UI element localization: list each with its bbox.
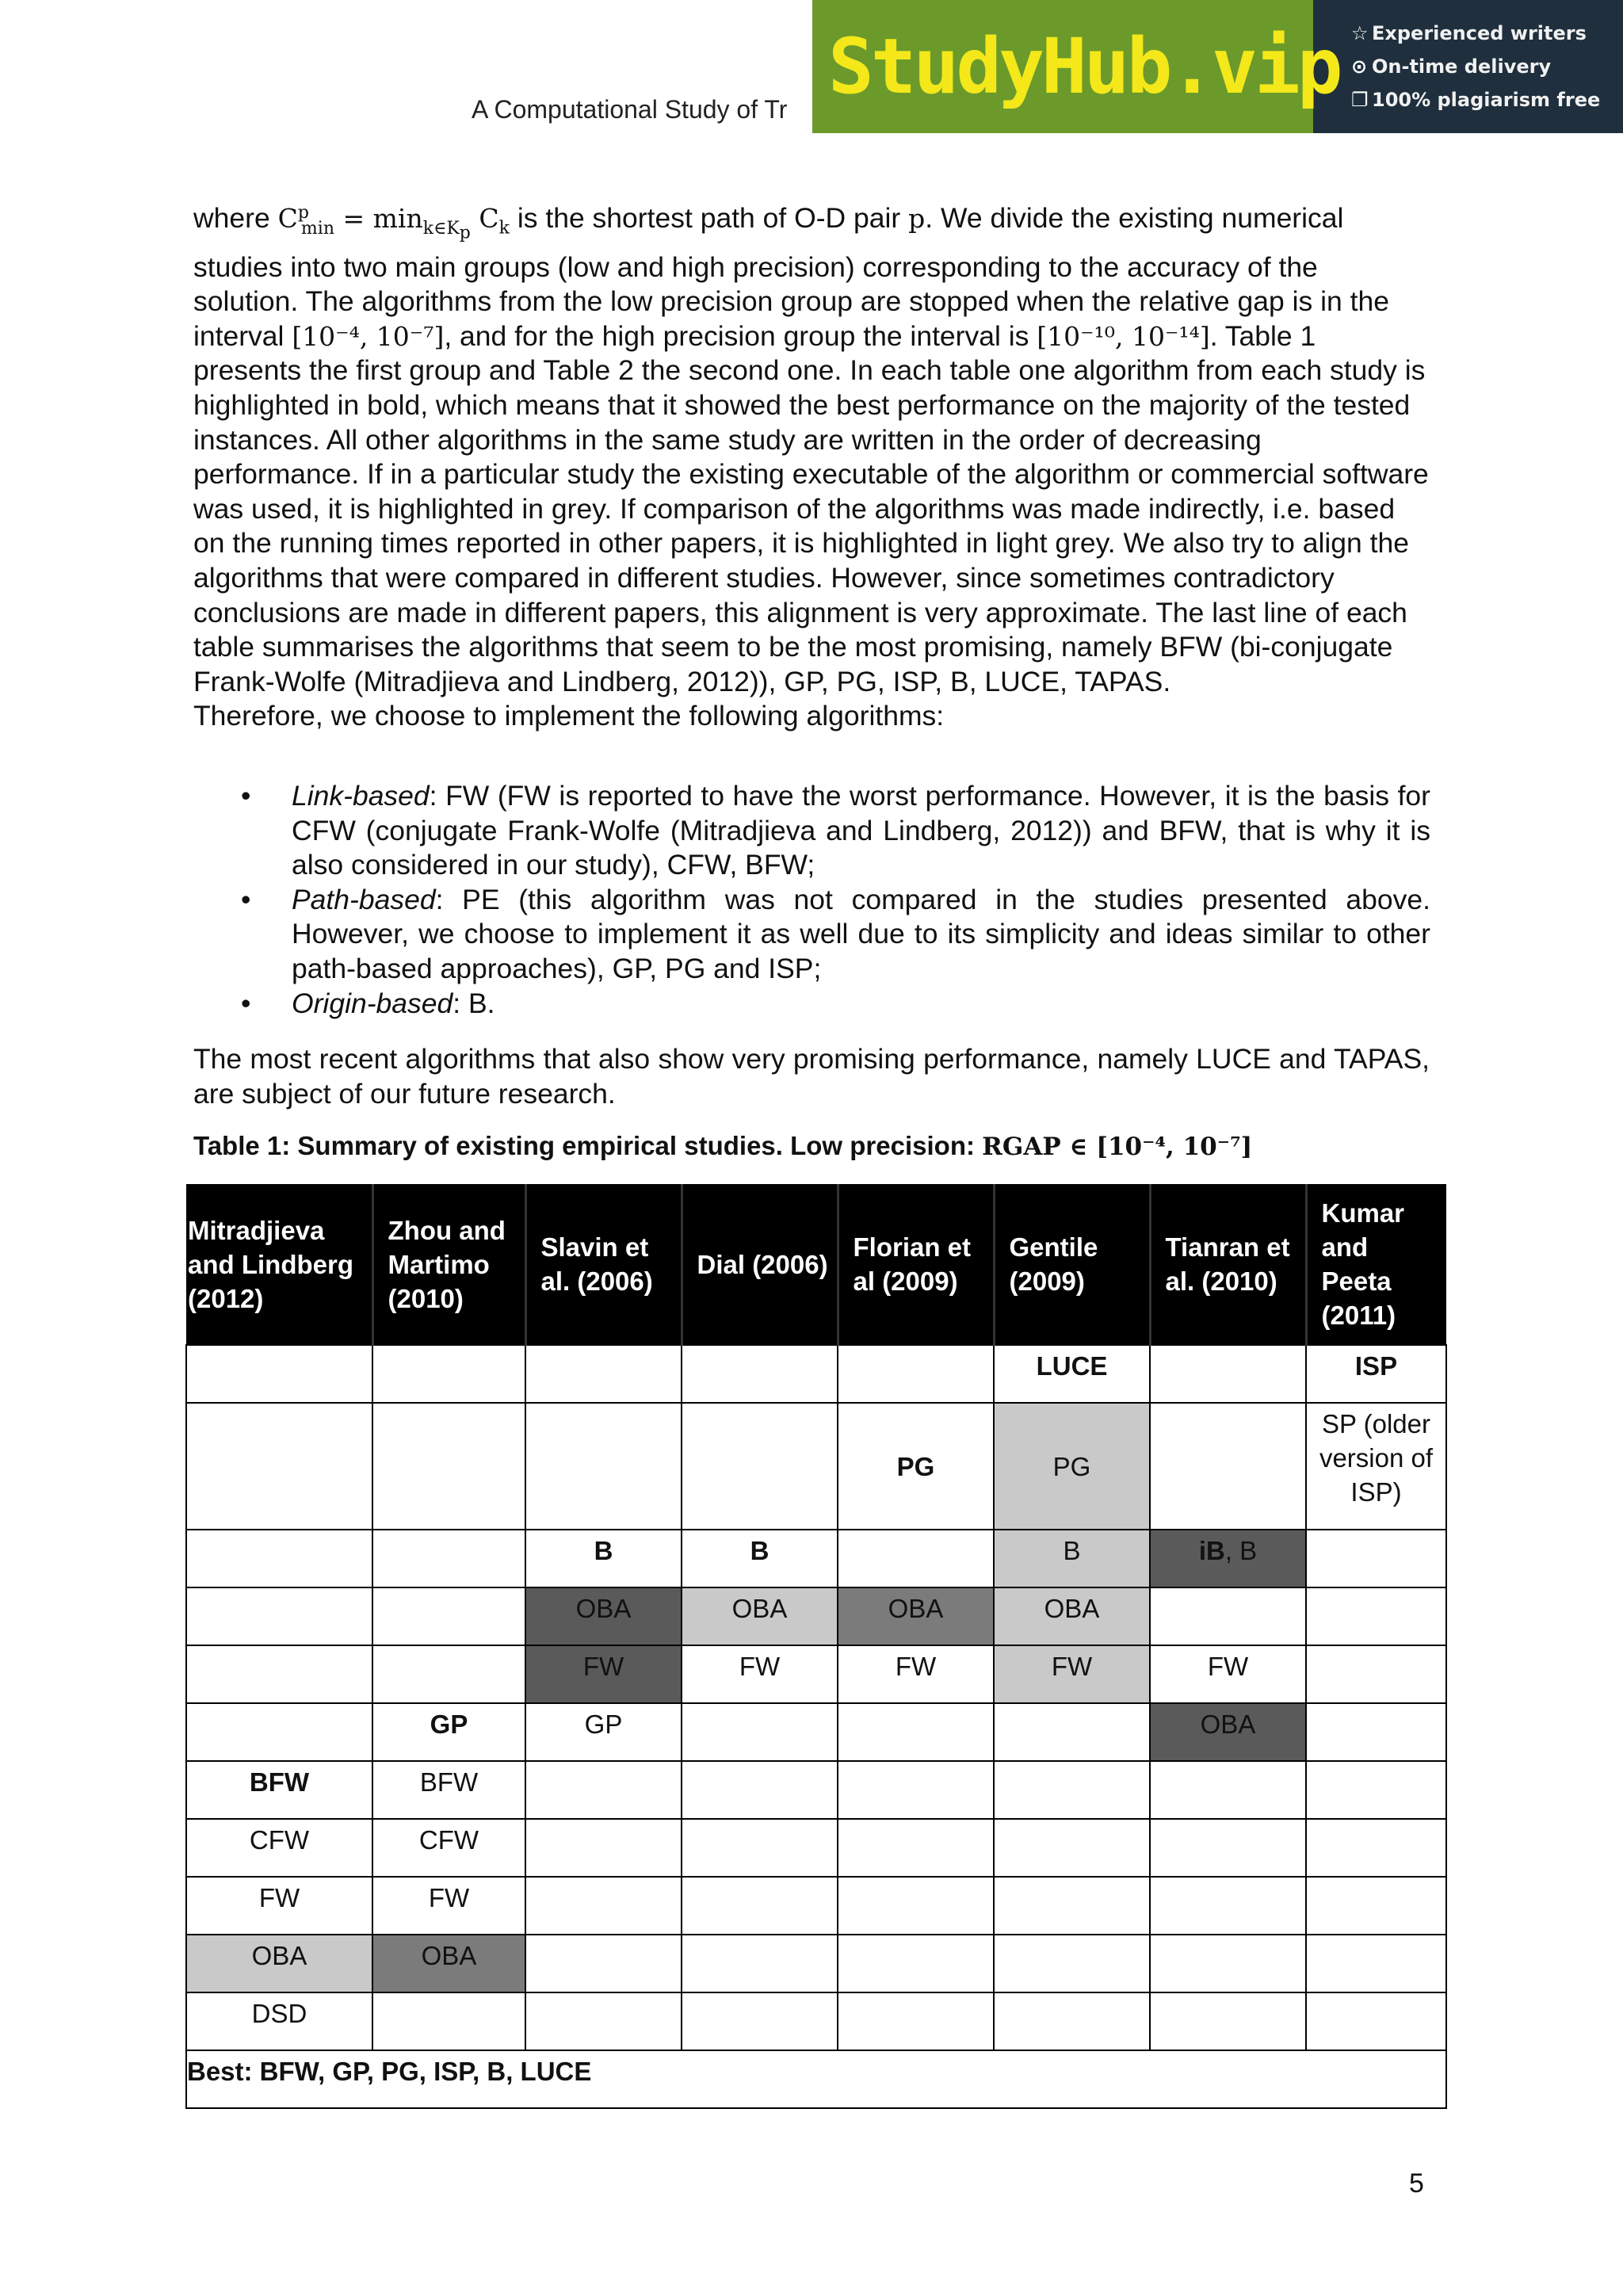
table-cell: FW xyxy=(1150,1645,1306,1703)
table-cell xyxy=(525,1877,682,1935)
table-cell xyxy=(838,1877,994,1935)
column-header: Gentile (2009) xyxy=(994,1184,1150,1345)
column-header: Zhou and Martimo (2010) xyxy=(372,1184,525,1345)
table-cell xyxy=(525,1935,682,1992)
table-cell: FW xyxy=(186,1877,372,1935)
table-row xyxy=(186,1530,1446,1587)
column-header: Dial (2006) xyxy=(682,1184,838,1345)
column-header: Mitradjieva and Lindberg (2012) xyxy=(186,1184,372,1345)
table-cell: iB, B xyxy=(1150,1530,1306,1587)
table-row xyxy=(186,1877,1446,1935)
table-caption: Table 1: Summary of existing empirical studies. Low precision: RGAP ∈ [10⁻⁴, 10⁻⁷] xyxy=(193,1131,1253,1161)
list-item: • Path-based: PE (this algorithm was not compared in the studies presented above. However, we choose to implement it as well due to its simplicity and ideas similar to other path-based approaches), GP, PG and ISP; xyxy=(241,883,1430,984)
table-cell xyxy=(682,1761,838,1819)
table-cell xyxy=(1306,1530,1446,1587)
table-cell: ISP xyxy=(1306,1345,1446,1403)
table-row xyxy=(186,1587,1446,1645)
table-cell: CFW xyxy=(372,1819,525,1877)
table-cell xyxy=(372,1403,525,1530)
table-cell: FW xyxy=(682,1645,838,1703)
table-cell: B xyxy=(994,1530,1150,1587)
table-header-row xyxy=(186,1184,1446,1345)
table-row xyxy=(186,1935,1446,1992)
page-number: 5 xyxy=(1409,2168,1424,2199)
column-header: Slavin et al. (2006) xyxy=(525,1184,682,1345)
table-row xyxy=(186,1403,1446,1530)
table-cell: CFW xyxy=(186,1819,372,1877)
table-row xyxy=(186,1992,1446,2050)
table-cell xyxy=(186,1345,372,1403)
table-cell: FW xyxy=(525,1645,682,1703)
table-cell: GP xyxy=(372,1703,525,1761)
table-cell xyxy=(1306,1587,1446,1645)
running-title: A Computational Study of Tr xyxy=(472,95,788,124)
table-cell: OBA xyxy=(1150,1703,1306,1761)
list-item: • Origin-based: B. xyxy=(241,987,495,1019)
table-cell xyxy=(186,1587,372,1645)
copy-check-icon: ❐ xyxy=(1351,89,1369,111)
algorithm-list xyxy=(238,779,1430,1021)
table-cell xyxy=(1150,1992,1306,2050)
table-cell xyxy=(994,1703,1150,1761)
star-icon: ☆ xyxy=(1351,22,1369,44)
studyhub-banner[interactable] xyxy=(812,0,1623,133)
table-cell: OBA xyxy=(838,1587,994,1645)
table-summary-row xyxy=(186,2050,1446,2108)
closing-paragraph: The most recent algorithms that also show very promising performance, namely LUCE and TAPAS, are subject of our future research. xyxy=(193,1043,1430,1110)
banner-feature-plagiarism: ❐ 100% plagiarism free xyxy=(1351,89,1601,111)
table-cell xyxy=(186,1645,372,1703)
table-cell: OBA xyxy=(186,1935,372,1992)
table-cell xyxy=(682,1703,838,1761)
table-cell xyxy=(682,1935,838,1992)
table-cell xyxy=(372,1992,525,2050)
table-cell xyxy=(1150,1403,1306,1530)
table-cell: LUCE xyxy=(994,1345,1150,1403)
table-cell xyxy=(186,1403,372,1530)
table-cell xyxy=(1306,1819,1446,1877)
table-cell: FW xyxy=(372,1877,525,1935)
table-cell xyxy=(838,1992,994,2050)
column-header: Florian et al (2009) xyxy=(838,1184,994,1345)
table-cell: OBA xyxy=(994,1587,1150,1645)
table-cell: OBA xyxy=(372,1935,525,1992)
table-cell xyxy=(1306,1645,1446,1703)
table-cell xyxy=(372,1587,525,1645)
table-cell xyxy=(994,1761,1150,1819)
table-cell xyxy=(682,1819,838,1877)
table-cell xyxy=(838,1703,994,1761)
list-item: • Link-based: FW (FW is reported to have the worst performance. However, it is the basis for CFW (conjugate Frank-Wolfe (Mitradjieva and Lindberg, 2012)) and BFW, that is why it is also considered in our study), CFW, BFW; xyxy=(241,780,1430,881)
table-cell xyxy=(1150,1761,1306,1819)
table-row xyxy=(186,1645,1446,1703)
table-cell xyxy=(838,1935,994,1992)
studyhub-logo[interactable]: StudyHub.vip xyxy=(828,22,1340,111)
table-cell xyxy=(1306,1992,1446,2050)
table-cell xyxy=(1150,1587,1306,1645)
table-cell: FW xyxy=(838,1645,994,1703)
table-cell: PG xyxy=(838,1403,994,1530)
column-header: Kumar and Peeta (2011) xyxy=(1306,1184,1446,1345)
table-cell xyxy=(186,1530,372,1587)
table-cell xyxy=(838,1345,994,1403)
table-cell xyxy=(372,1345,525,1403)
clock-icon: ⊙ xyxy=(1351,55,1368,78)
table-row xyxy=(186,1761,1446,1819)
table-row xyxy=(186,1819,1446,1877)
table-cell: DSD xyxy=(186,1992,372,2050)
banner-feature-writers: ☆ Experienced writers xyxy=(1351,22,1587,44)
table-cell: B xyxy=(525,1530,682,1587)
table-cell xyxy=(682,1992,838,2050)
table-cell: BFW xyxy=(372,1761,525,1819)
table-cell xyxy=(525,1992,682,2050)
table-cell xyxy=(525,1403,682,1530)
table-cell xyxy=(525,1819,682,1877)
table-cell: SP (older version of ISP) xyxy=(1306,1403,1446,1530)
table-cell xyxy=(994,1935,1150,1992)
table-cell: OBA xyxy=(525,1587,682,1645)
table-row xyxy=(186,1703,1446,1761)
table-cell: PG xyxy=(994,1403,1150,1530)
best-algorithms-cell: Best: BFW, GP, PG, ISP, B, LUCE xyxy=(186,2050,1446,2108)
table-cell: B xyxy=(682,1530,838,1587)
table-cell xyxy=(1150,1877,1306,1935)
table-cell xyxy=(525,1761,682,1819)
column-header: Tianran et al. (2010) xyxy=(1150,1184,1306,1345)
table-cell: BFW xyxy=(186,1761,372,1819)
table-cell xyxy=(838,1530,994,1587)
table-row xyxy=(186,1345,1446,1403)
table-cell xyxy=(682,1345,838,1403)
studies-table xyxy=(185,1184,1447,2109)
table-cell: OBA xyxy=(682,1587,838,1645)
table-cell xyxy=(186,1703,372,1761)
table-cell: GP xyxy=(525,1703,682,1761)
table-cell xyxy=(525,1345,682,1403)
table-cell xyxy=(838,1761,994,1819)
table-cell xyxy=(994,1992,1150,2050)
table-cell xyxy=(994,1819,1150,1877)
table-cell xyxy=(1150,1819,1306,1877)
table-cell xyxy=(1150,1345,1306,1403)
shortest-path-equation: $C^p_{min} = \min_{k\in K_p} C_k$ xyxy=(277,203,510,243)
table-cell xyxy=(1306,1761,1446,1819)
table-cell xyxy=(682,1877,838,1935)
table-cell xyxy=(1306,1935,1446,1992)
table-cell xyxy=(1150,1935,1306,1992)
intro-paragraph: where $C^p_{min} = \min_{k\in K_p} C_k$ is the shortest path of O-D pair p. We divide the existing numerical studies into two main groups (low and high precision) corresponding to the accuracy of the solution. The algorithms from the low precision group are stopped when the relative gap is in the interval [10⁻⁴, 10⁻⁷], and for the high precision group the interval is [10⁻¹⁰, 10⁻¹⁴]. Table 1 presents the first group and Table 2 the second one. In each table one algorithm from each study is highlighted in bold, which means that it showed the best performance on the majority of the tested instances. All other algorithms in the same study are written in the order of decreasing performance. If in a particular study the existing executable of the algorithm or commercial software was used, it is highlighted in grey. If comparison of the algorithms was made indirectly, i.e. based on the running times reported in other papers, it is highlighted in light grey. We also try to align the algorithms that were compared in different studies. However, since sometimes contradictory conclusions are made in different papers, this alignment is very approximate. The last line of each table summarises the algorithms that seem to be the most promising, namely BFW (bi-conjugate Frank-Wolfe (Mitradjieva and Lindberg, 2012)), GP, PG, ISP, B, LUCE, TAPAS. Therefore, we choose to implement the following algorithms: xyxy=(193,202,1429,732)
table-cell xyxy=(372,1530,525,1587)
table-cell xyxy=(838,1819,994,1877)
table-cell xyxy=(1306,1703,1446,1761)
table-cell xyxy=(994,1877,1150,1935)
table-cell: FW xyxy=(994,1645,1150,1703)
table-cell xyxy=(372,1645,525,1703)
banner-feature-delivery: ⊙ On-time delivery xyxy=(1351,55,1552,78)
table-cell xyxy=(682,1403,838,1530)
table-cell xyxy=(1306,1877,1446,1935)
